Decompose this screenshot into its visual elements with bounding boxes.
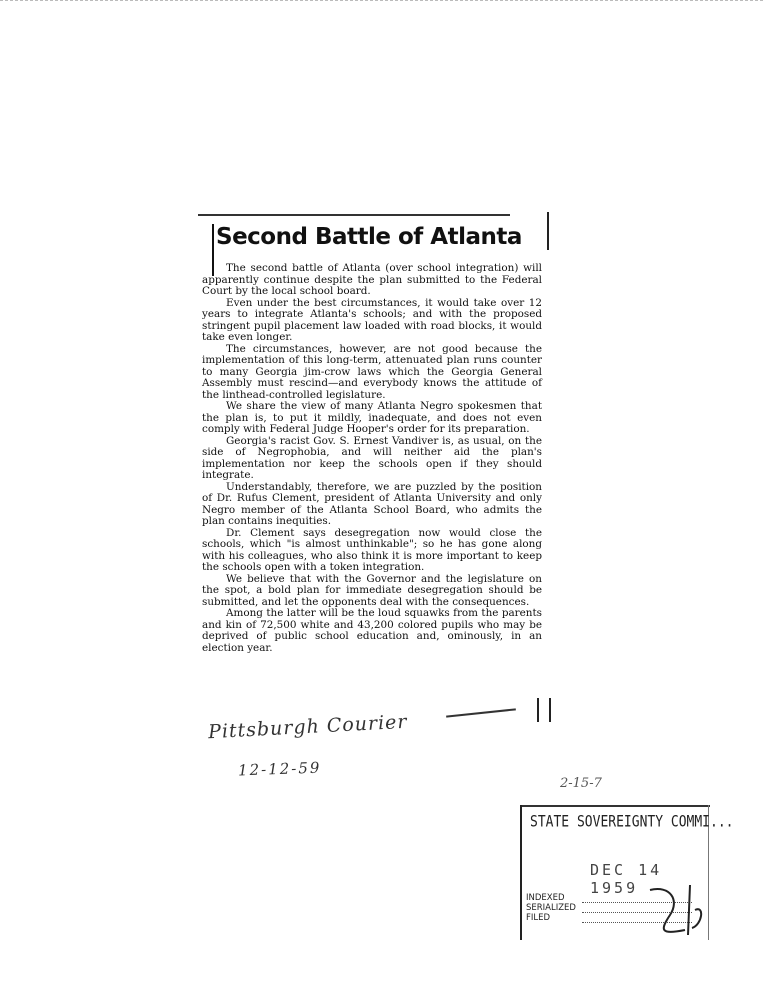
signature-scribble-icon — [640, 880, 710, 940]
article-paragraph: Even under the best circumstances, it would take over 12 years to integrate Atlanta's schools; and with the proposed stringent pupil placement law loaded with road blocks, it would take even longer. — [202, 296, 542, 343]
handwritten-date: 12-12-59 — [237, 758, 322, 780]
article-body — [202, 263, 542, 654]
stamp-border-left — [520, 805, 522, 940]
page-top-edge — [0, 0, 763, 1]
end-mark-dash — [446, 708, 516, 717]
article-headline: Second Battle of Atlanta — [216, 224, 522, 250]
article-paragraph: Among the latter will be the loud squawks from the parents and kin of 72,500 white and 43,200 colored pupils who may be deprived of public school education and, ominously, in an election year. — [202, 607, 542, 654]
stamp-indexed-label: INDEXED — [526, 893, 565, 903]
end-mark-bars — [537, 698, 551, 722]
stamp-filed-label: FILED — [526, 913, 551, 923]
stamp-border-top — [520, 805, 710, 807]
article-paragraph: The second battle of Atlanta (over school integration) will apparently continue despite the plan submitted to the Federal Court by the local school board. — [202, 262, 542, 297]
article-paragraph: Understandably, therefore, we are puzzled by the position of Dr. Rufus Clement, president of Atlanta University and only Negro member of the Atlanta School Board, who admits the plan contains inequities. — [202, 480, 542, 527]
stamp-serialized-label: SERIALIZED — [526, 903, 576, 913]
article-paragraph: We believe that with the Governor and the legislature on the spot, a bold plan for immediate desegregation should be submitted, and let the opponents deal with the consequences. — [202, 572, 542, 608]
article-paragraph: Georgia's racist Gov. S. Ernest Vandiver is, as usual, on the side of Negrophobia, and will neither aid the plan's implementation nor keep the schools open if they should integrate. — [202, 434, 542, 481]
handwritten-scribble: 2-15-7 — [560, 776, 602, 791]
article-paragraph: The circumstances, however, are not good because the implementation of this long-term, attenuated plan runs counter to many Georgia jim-crow laws which the Georgia General Assembly must rescind—and everybody knows the attitude of the linthead-controlled legislature. — [202, 342, 542, 401]
stamp-date: DEC 14 1959 — [590, 861, 663, 897]
handwritten-source: Pittsburgh Courier — [207, 710, 408, 744]
article-paragraph: Dr. Clement says desegregation now would close the schools, which "is almost unthinkable"; so he has gone along with his colleagues, who also think it is more important to keep the schools open with a token integration. — [202, 526, 542, 573]
margin-mark-right — [547, 212, 549, 250]
stamp-title: STATE SOVEREIGNTY COMMI... — [530, 813, 734, 832]
article-paragraph: We share the view of many Atlanta Negro spokesmen that the plan is, to put it mildly, inadequate, and does not even comply with Federal Judge Hooper's order for its preparation. — [202, 400, 542, 435]
top-rule — [198, 214, 510, 216]
